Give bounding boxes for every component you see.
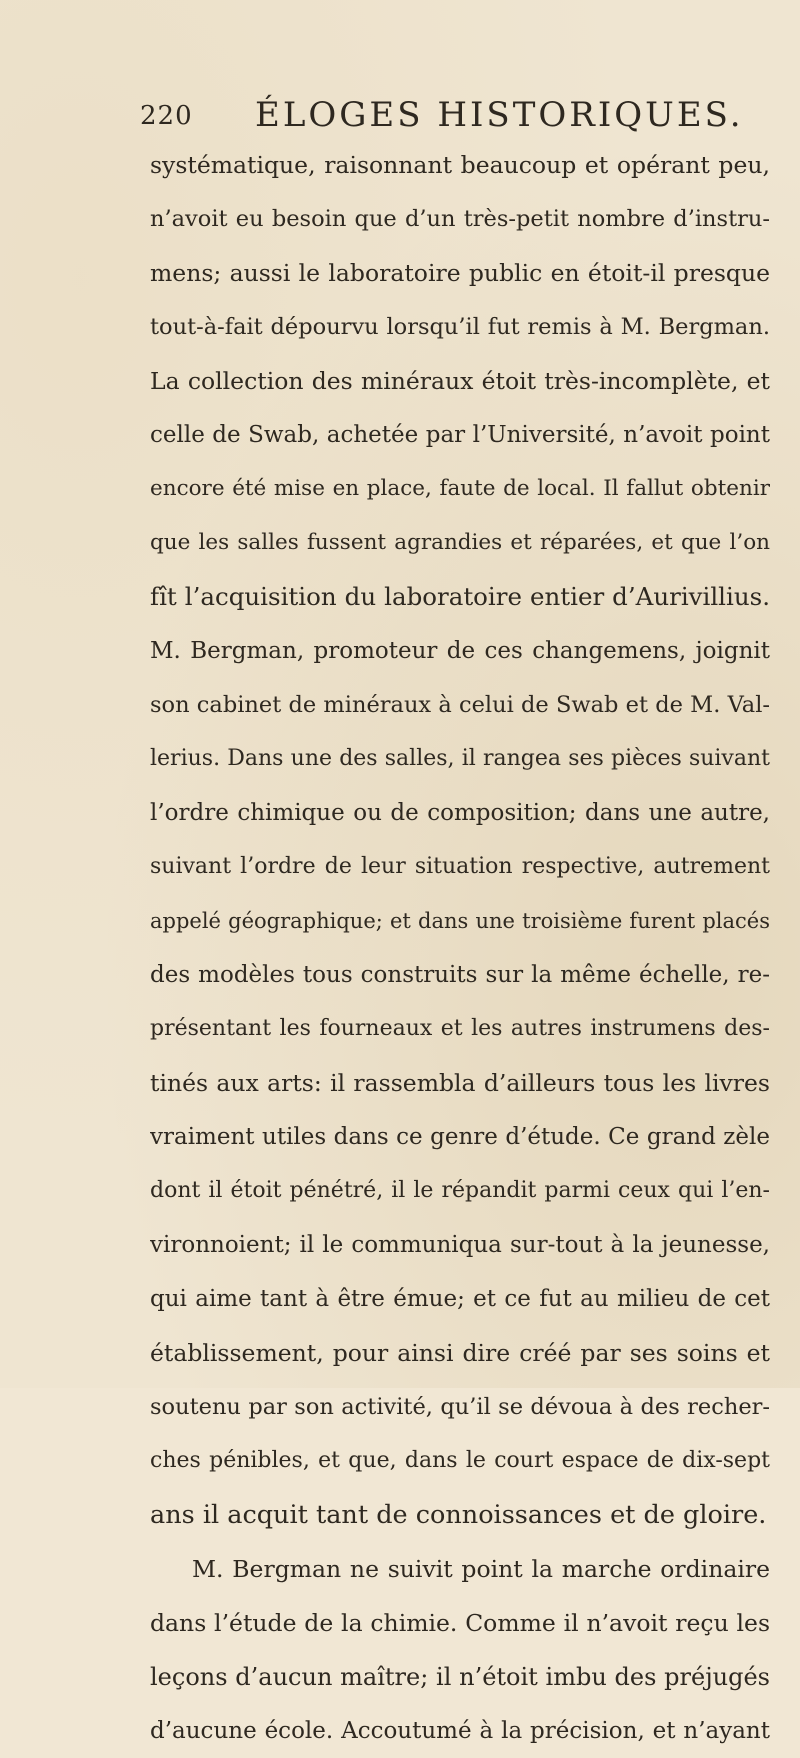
text-line: des modèles tous construits sur la même échelle, re- <box>150 962 770 988</box>
body-text <box>150 138 770 1758</box>
text-line: dans l’étude de la chimie. Comme il n’avoit reçu les <box>150 1609 770 1637</box>
text-line: M. Bergman, promoteur de ces changemens, joignit <box>150 638 770 664</box>
text-line: son cabinet de minéraux à celui de Swab et de M. Val- <box>150 692 770 718</box>
text-line: suivant l’ordre de leur situation respective, autrement <box>150 854 770 879</box>
text-line: soutenu par son activité, qu’il se dévoua à des recher- <box>150 1394 770 1420</box>
text-line: fît l’acquisition du laboratoire entier d’Aurivillius. <box>150 582 770 611</box>
text-line: tout-à-fait dépourvu lorsqu’il fut remis à M. Bergman. <box>150 314 770 340</box>
text-line: vraiment utiles dans ce genre d’étude. Ce grand zèle <box>150 1124 770 1150</box>
text-line: lerius. Dans une des salles, il rangea ses pièces suivant <box>150 746 770 771</box>
text-line: d’aucune école. Accoutumé à la précision, et n’ayant <box>150 1718 770 1744</box>
text-line: vironnoient; il le communiqua sur-tout à la jeunesse, <box>150 1232 770 1258</box>
text-line: systématique, raisonnant beaucoup et opérant peu, <box>150 151 770 179</box>
text-line: présentant les fourneaux et les autres instrumens des- <box>150 1016 770 1041</box>
page-header <box>140 95 744 135</box>
text-line: qui aime tant à être émue; et ce fut au milieu de cet <box>150 1286 770 1312</box>
text-line: que les salles fussent agrandies et réparées, et que l’on <box>150 530 770 555</box>
text-line: mens; aussi le laboratoire public en étoit-il presque <box>150 259 770 287</box>
text-line: n’avoit eu besoin que d’un très-petit nombre d’instru- <box>150 206 770 232</box>
text-line: tinés aux arts: il rassembla d’ailleurs tous les livres <box>150 1069 770 1097</box>
text-line: encore été mise en place, faute de local. Il fallut obtenir <box>150 476 770 501</box>
text-line: ches pénibles, et que, dans le court espace de dix-sept <box>150 1448 770 1473</box>
page-number: 220 <box>140 101 193 131</box>
text-line: celle de Swab, achetée par l’Université, n’avoit point <box>150 422 770 448</box>
text-line: l’ordre chimique ou de composition; dans une autre, <box>150 800 770 826</box>
text-line: leçons d’aucun maître; il n’étoit imbu des préjugés <box>150 1663 770 1691</box>
text-line: appelé géographique; et dans une troisième furent placés <box>150 909 770 933</box>
text-line: dont il étoit pénétré, il le répandit parmi ceux qui l’en- <box>150 1178 770 1203</box>
text-line: établissement, pour ainsi dire créé par ses soins et <box>150 1339 770 1367</box>
text-line: M. Bergman ne suivit point la marche ordinaire <box>192 1555 770 1583</box>
text-line: ans il acquit tant de connoissances et de gloire. <box>150 1500 767 1530</box>
running-title: ÉLOGES HISTORIQUES. <box>255 95 744 135</box>
text-line: La collection des minéraux étoit très-incomplète, et <box>150 367 770 395</box>
